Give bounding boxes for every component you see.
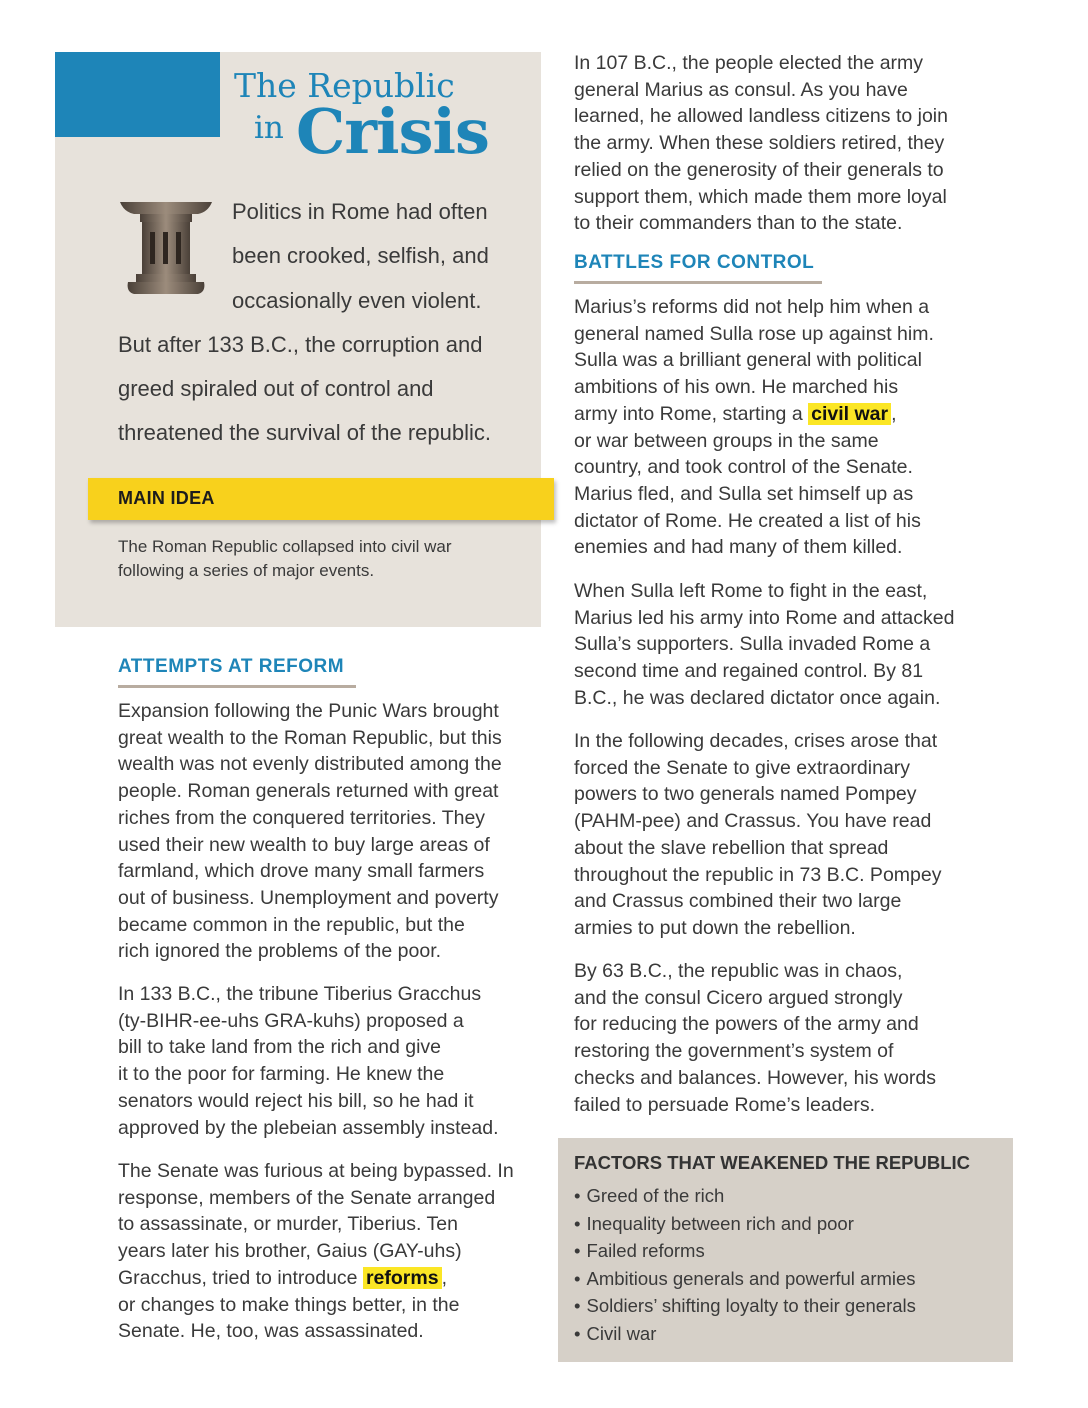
text-line: forced the Senate to give extraordinary [574,756,911,779]
vocab-highlight-civil-war: civil war [808,403,891,425]
bullet-icon: • [574,1240,581,1262]
text-line: senators would reject his bill, so he had it [118,1089,474,1112]
list-item [574,1265,916,1293]
text-line: general named Sulla rose up against him. [574,322,934,345]
text-line: In 133 B.C., the tribune Tiberius Gracchus [118,983,482,1005]
text-line: ambitions of his own. He marched his [574,376,899,399]
text-line: second time and regained control. By 81 [574,660,924,683]
text-line: When Sulla left Rome to fight in the east, [574,580,928,602]
main-idea-banner [88,478,554,520]
vocab-highlight-reforms: reforms [363,1267,442,1289]
text-line: rich ignored the problems of the poor. [118,940,442,963]
title-accent-block [55,52,220,137]
text-line: Expansion following the Punic Wars brought [118,700,499,722]
text-line: In 107 B.C., the people elected the army [574,52,924,74]
text-line: By 63 B.C., the republic was in chaos, [574,960,903,982]
text-line: support them, which made them more loyal [574,185,947,208]
heading-underline [118,685,356,688]
text-line: for reducing the powers of the army and [574,1013,919,1036]
factors-title: FACTORS THAT WEAKENED THE REPUBLIC [574,1152,971,1173]
text-line: relied on the generosity of their generals to [574,158,944,181]
text-line: In the following decades, crises arose that [574,730,938,752]
main-idea-line: following a series of major events. [118,561,375,580]
text-line: learned, he allowed landless citizens to join [574,105,948,128]
bullet-icon: • [574,1185,581,1206]
paragraph-attempts-1 [118,698,502,965]
text-line: Marius led his army into Rome and attacked [574,606,955,629]
text-line: used their new wealth to buy large areas of [118,833,490,856]
factor-label: Soldiers’ shifting loyalty to their generals [586,1295,916,1317]
text-line: and the consul Cicero argued strongly [574,986,903,1009]
bullet-icon: • [574,1322,581,1344]
factor-label: Failed reforms [586,1240,705,1262]
paragraph-attempts-3 [118,1158,514,1345]
text-line: approved by the plebeian assembly instead. [118,1116,499,1139]
text-fragment: army into Rome, starting a [574,402,803,425]
factors-box [558,1138,1013,1362]
text-line: people. Roman generals returned with great [118,780,499,803]
list-item [574,1292,916,1320]
text-line: throughout the republic in 73 B.C. Pompey [574,863,942,886]
section-heading-battles: BATTLES FOR CONTROL [574,252,815,273]
intro-text-line: Politics in Rome had often [232,199,488,224]
text-line: general Marius as consul. As you have [574,78,908,101]
page-title-line1: The Republic [234,66,455,105]
main-idea-text [118,535,528,583]
text-line: wealth was not evenly distributed among the [118,753,502,776]
text-line: great wealth to the Roman Republic, but this [118,726,502,749]
intro-text-line: But after 133 B.C., the corruption and [118,332,483,357]
paragraph-attempts-2 [118,981,499,1141]
paragraph-battles-4 [574,958,936,1118]
bullet-icon: • [574,1212,581,1234]
text-line: (ty-BIHR-ee-uhs GRA-kuhs) proposed a [118,1009,464,1032]
bullet-icon: • [574,1267,581,1289]
list-item [574,1320,916,1348]
factors-list [574,1182,916,1348]
section-heading-attempts: ATTEMPTS AT REFORM [118,656,345,677]
text-line: Marius’s reforms did not help him when a [574,296,930,318]
text-line: B.C., he was declared dictator once again. [574,686,941,709]
page-title-crisis: Crisis [296,95,489,168]
text-line: restoring the government’s system of [574,1040,894,1063]
text-fragment: , [891,402,897,425]
text-line: armies to put down the rebellion. [574,916,856,939]
intro-text-line: threatened the survival of the republic. [118,420,492,445]
text-line: failed to persuade Rome’s leaders. [574,1093,875,1116]
text-line: farmland, which drove many small farmers [118,860,485,883]
text-line: Sulla was a brilliant general with political [574,349,922,372]
text-line: The Senate was furious at being bypassed. In [118,1160,514,1182]
heading-underline [574,281,822,284]
list-item [574,1237,916,1265]
intro-text-line: occasionally even violent. [232,288,482,313]
text-line: Senate. He, too, was assassinated. [118,1320,424,1343]
text-line: to assassinate, or murder, Tiberius. Ten [118,1213,458,1236]
text-line: riches from the conquered territories. They [118,806,486,829]
text-line: or war between groups in the same [574,429,879,452]
bullet-icon: • [574,1295,581,1317]
factor-label: Ambitious generals and powerful armies [586,1267,916,1289]
text-line: or changes to make things better, in the [118,1293,460,1316]
paragraph-marius [574,50,948,237]
intro-text-line: greed spiraled out of control and [118,376,434,401]
factor-label: Greed of the rich [586,1185,725,1206]
text-fragment: , [441,1266,448,1289]
text-line: powers to two generals named Pompey [574,783,917,806]
text-line: response, members of the Senate arranged [118,1186,496,1209]
text-line: the army. When these soldiers retired, they [574,132,945,155]
text-line: about the slave rebellion that spread [574,836,889,859]
text-line: it to the poor for farming. He knew the [118,1063,445,1086]
factor-label: Inequality between rich and poor [586,1212,854,1234]
text-line: out of business. Unemployment and poverty [118,886,499,909]
page-title-in: in [254,110,284,146]
text-line: and Crassus combined their two large [574,890,902,913]
text-line: to their commanders than to the state. [574,212,903,235]
text-fragment: Gracchus, tried to introduce [118,1266,358,1289]
main-idea-label: MAIN IDEA [118,488,215,508]
text-line: Sulla’s supporters. Sulla invaded Rome a [574,633,931,656]
text-line: checks and balances. However, his words [574,1066,937,1089]
text-line: country, and took control of the Senate. [574,456,913,479]
text-line [118,1265,514,1292]
text-line: enemies and had many of them killed. [574,536,903,559]
list-item [574,1210,916,1238]
roman-column-icon [118,200,214,296]
text-line: bill to take land from the rich and give [118,1036,442,1059]
paragraph-battles-2 [574,578,954,712]
text-line: dictator of Rome. He created a list of his [574,509,921,532]
paragraph-battles-1 [574,294,934,561]
text-line [574,401,934,428]
main-idea-line: The Roman Republic collapsed into civil war [118,537,452,556]
list-item [574,1182,916,1210]
factor-label: Civil war [586,1322,657,1344]
text-line: years later his brother, Gaius (GAY-uhs) [118,1240,462,1263]
intro-text-line: been crooked, selfish, and [232,243,489,268]
text-line: (PAHM-pee) and Crassus. You have read [574,810,932,833]
text-line: became common in the republic, but the [118,913,465,936]
paragraph-battles-3 [574,728,941,942]
text-line: Marius fled, and Sulla set himself up as [574,482,914,505]
